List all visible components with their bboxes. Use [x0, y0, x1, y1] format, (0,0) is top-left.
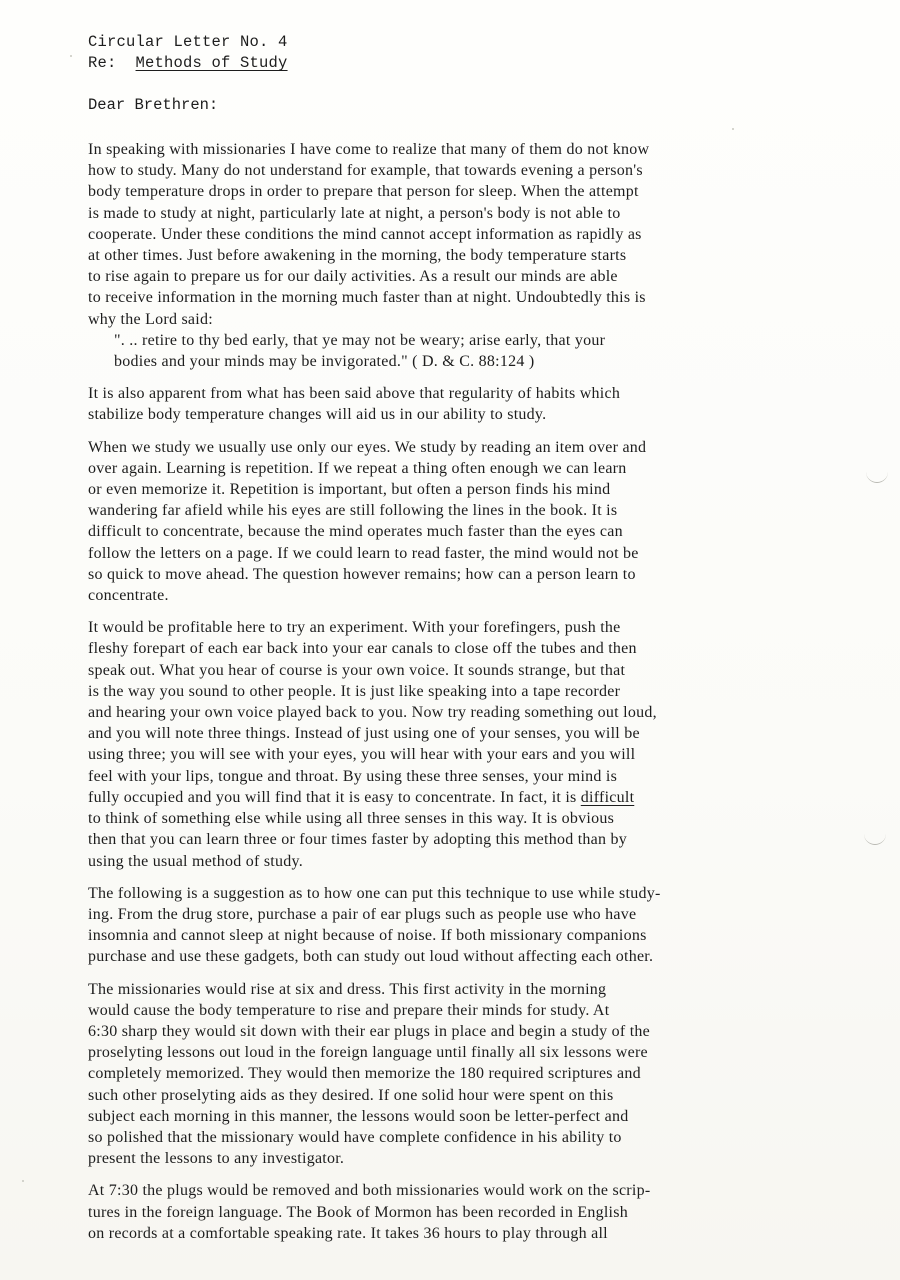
scan-speck [732, 128, 734, 130]
letter-subject: Methods of Study [135, 54, 288, 72]
text-line: It would be profitable here to try an experiment. With your forefingers, push the [88, 619, 621, 637]
text-line: to think of something else while using all three senses in this way. It is obvious [88, 810, 615, 828]
text-line: tures in the foreign language. The Book of Mormon has been recorded in English [88, 1203, 628, 1221]
letter-subject-line [88, 53, 288, 74]
paragraph-6 [88, 979, 880, 1170]
scripture-quote-line: ". .. retire to thy bed early, that ye may not be weary; arise early, that your [114, 331, 606, 349]
text-line: at other times. Just before awakening in the morning, the body temperature starts [88, 247, 627, 265]
text-line: would cause the body temperature to rise and prepare their minds for study. At [88, 1001, 610, 1019]
text-line: why the Lord said: [88, 310, 213, 328]
text-line: wandering far afield while his eyes are still following the lines in the book. It is [88, 502, 618, 520]
scan-speck [70, 55, 72, 57]
paragraph-5 [88, 883, 880, 968]
text-line: using three; you will see with your eyes, you will hear with your ears and you will [88, 746, 636, 764]
letter-number: Circular Letter No. 4 [88, 33, 288, 51]
text-line: so polished that the missionary would have complete confidence in his ability to [88, 1128, 622, 1146]
re-label: Re: [88, 54, 117, 72]
text-line: body temperature drops in order to prepare that person for sleep. When the attempt [88, 183, 639, 201]
text-line: or even memorize it. Repetition is important, but often a person finds his mind [88, 481, 611, 499]
text-line: completely memorized. They would then memorize the 180 required scriptures and [88, 1065, 641, 1083]
text-line: over again. Learning is repetition. If we repeat a thing often enough we can learn [88, 459, 627, 477]
letter-header [88, 32, 288, 74]
text-line: on records at a comfortable speaking rate. It takes 36 hours to play through all [88, 1224, 608, 1242]
text-line: difficult to concentrate, because the mind operates much faster than the eyes can [88, 523, 623, 541]
paragraph-7 [88, 1180, 880, 1244]
text-line: ing. From the drug store, purchase a pair of ear plugs such as people use who have [88, 905, 637, 923]
scripture-quote-line: bodies and your minds may be invigorated." ( D. & C. 88:124 ) [114, 353, 535, 371]
text-line: to rise again to prepare us for our daily activities. As a result our minds are able [88, 268, 618, 286]
text-line: 6:30 sharp they would sit down with their ear plugs in place and begin a study of the [88, 1022, 651, 1040]
text-line: such other proselyting aids as they desired. If one solid hour were spent on this [88, 1086, 614, 1104]
text-line: feel with your lips, tongue and throat. By using these three senses, your mind is [88, 767, 618, 785]
text-line: In speaking with missionaries I have come to realize that many of them do not know [88, 141, 650, 158]
emphasized-word: difficult [580, 788, 635, 806]
text-line: insomnia and cannot sleep at night because of noise. If both missionary companions [88, 927, 647, 945]
text-line: speak out. What you hear of course is your own voice. It sounds strange, but that [88, 661, 626, 679]
text-line: The following is a suggestion as to how one can put this technique to use while study- [88, 884, 661, 902]
text-segment: fully occupied and you will find that it is easy to concentrate. In fact, it is [88, 788, 581, 806]
text-line: When we study we usually use only our eyes. We study by reading an item over and [88, 438, 647, 456]
text-line: purchase and use these gadgets, both can study out loud without affecting each other. [88, 948, 654, 966]
text-line: and hearing your own voice played back to you. Now try reading something out loud, [88, 704, 657, 722]
text-line: follow the letters on a page. If we could learn to read faster, the mind would not be [88, 544, 639, 562]
paragraph-3 [88, 437, 880, 607]
paragraph-2 [88, 383, 880, 425]
scan-speck [22, 1180, 24, 1182]
paragraph-4 [88, 617, 880, 871]
text-line: using the usual method of study. [88, 852, 303, 870]
text-line: fleshy forepart of each ear back into your ear canals to close off the tubes and then [88, 640, 637, 658]
text-line [88, 787, 880, 808]
text-line: to receive information in the morning much faster than at night. Undoubtedly this is [88, 289, 646, 307]
text-line: cooperate. Under these conditions the mind cannot accept information as rapidly as [88, 225, 642, 243]
text-line: concentrate. [88, 587, 169, 605]
text-line: It is also apparent from what has been said above that regularity of habits which [88, 385, 621, 403]
letter-body [88, 139, 880, 1255]
text-line: how to study. Many do not understand for example, that towards evening a person's [88, 162, 643, 180]
salutation: Dear Brethren: [88, 96, 219, 114]
text-line: subject each morning in this manner, the lessons would soon be letter-perfect and [88, 1107, 629, 1125]
text-line: so quick to move ahead. The question however remains; how can a person learn to [88, 565, 636, 583]
text-line: is the way you sound to other people. It is just like speaking into a tape recorder [88, 682, 621, 700]
text-line: proselyting lessons out loud in the foreign language until finally all six lessons were [88, 1044, 648, 1062]
text-line: stabilize body temperature changes will aid us in our ability to study. [88, 406, 547, 424]
paragraph-1 [88, 139, 880, 372]
text-line: present the lessons to any investigator. [88, 1150, 345, 1168]
text-line: The missionaries would rise at six and dress. This first activity in the morning [88, 980, 607, 998]
text-line: is made to study at night, particularly late at night, a person's body is not able to [88, 204, 621, 222]
text-line: At 7:30 the plugs would be removed and both missionaries would work on the scrip- [88, 1182, 651, 1200]
text-line: and you will note three things. Instead of just using one of your senses, you will be [88, 725, 640, 743]
text-line: then that you can learn three or four times faster by adopting this method than by [88, 831, 628, 849]
